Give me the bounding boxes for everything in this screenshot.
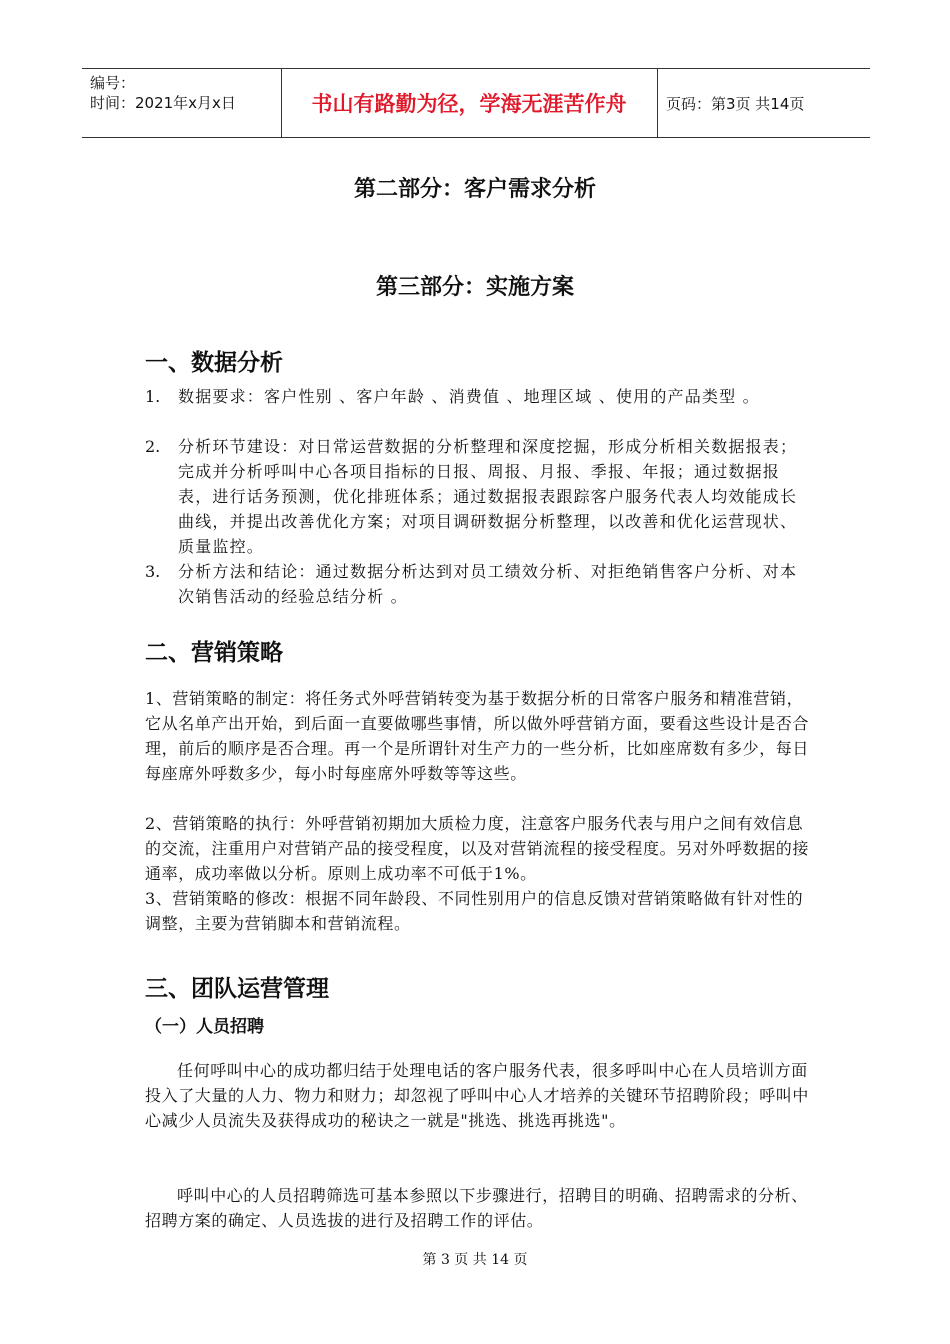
section-heading-marketing-strategy: 二、营销策略 [145, 640, 283, 666]
paragraph: 2、营销策略的执行：外呼营销初期加大质检力度，注意客户服务代表与用户之间有效信息的交流，注重用户对营销产品的接受程度，以及对营销流程的接受程度。另对外呼数据的接通率，成功率做以分析。原则上成功率不可低于1%。 [145, 814, 810, 883]
number-label: 编号： [90, 74, 136, 92]
section-heading-team-operations: 三、团队运营管理 [145, 976, 329, 1002]
list-text: 分析方法和结论：通过数据分析达到对员工绩效分析、对拒绝销售客户分析、对本次销售活动的经验总结分析 。 [178, 562, 798, 606]
subsection-heading-recruitment: （一）人员招聘 [145, 1017, 264, 1037]
list-number: 1. [145, 387, 161, 406]
section-heading-data-analysis: 一、数据分析 [145, 350, 283, 376]
paragraph: 1、营销策略的制定：将任务式外呼营销转变为基于数据分析的日常客户服务和精准营销，它从名单产出开始，到后面一直要做哪些事情，所以做外呼营销方面，要看这些设计是否合理，前后的顺序是否合理。再一个是所谓针对生产力的一些分析，比如座席数有多少，每日每座席外呼数多少，每小时每座席外呼数等等这些。 [145, 689, 810, 783]
paragraph: 任何呼叫中心的成功都归结于处理电话的客户服务代表，很多呼叫中心在人员培训方面投入了大量的人力、物力和财力；却忽视了呼叫中心人才培养的关键环节招聘阶段；呼叫中心减少人员流失及获得成功的秘诀之一就是"挑选、挑选再挑选"。 [145, 1061, 810, 1130]
part3-title: 第三部分：实施方案 [375, 275, 574, 300]
header-motto: 书山有路勤为径，学海无涯苦作舟 [311, 92, 627, 116]
page-footer: 第 3 页 共 14 页 [422, 1252, 528, 1268]
header-meta [82, 69, 280, 137]
list-number: 2. [145, 437, 161, 456]
list-text: 分析环节建设：对日常运营数据的分析整理和深度挖掘，形成分析相关数据报表；完成并分析呼叫中心各项目指标的日报、周报、月报、季报、年报；通过数据报表，进行话务预测，优化排班体系；通过数据报表跟踪客户服务代表人均效能成长曲线，并提出改善优化方案；对项目调研数据分析整理，以改善和优化运营现状、质量监控。 [178, 437, 798, 556]
list-number: 3. [145, 562, 161, 581]
header-page-info: 页码：第3页 共14页 [666, 94, 805, 113]
paragraph: 呼叫中心的人员招聘筛选可基本参照以下步骤进行，招聘目的明确、招聘需求的分析、招聘方案的确定、人员选拔的进行及招聘工作的评估。 [145, 1186, 808, 1230]
page-header [82, 68, 870, 138]
paragraph: 3、营销策略的修改：根据不同年龄段、不同性别用户的信息反馈对营销策略做有针对性的调整，主要为营销脚本和营销流程。 [145, 889, 804, 933]
part2-title: 第二部分：客户需求分析 [353, 177, 596, 202]
list-text: 数据要求：客户性别 、客户年龄 、消费值 、地理区域 、使用的产品类型 。 [178, 387, 760, 406]
time-label: 时间：2021年x月x日 [90, 94, 236, 112]
